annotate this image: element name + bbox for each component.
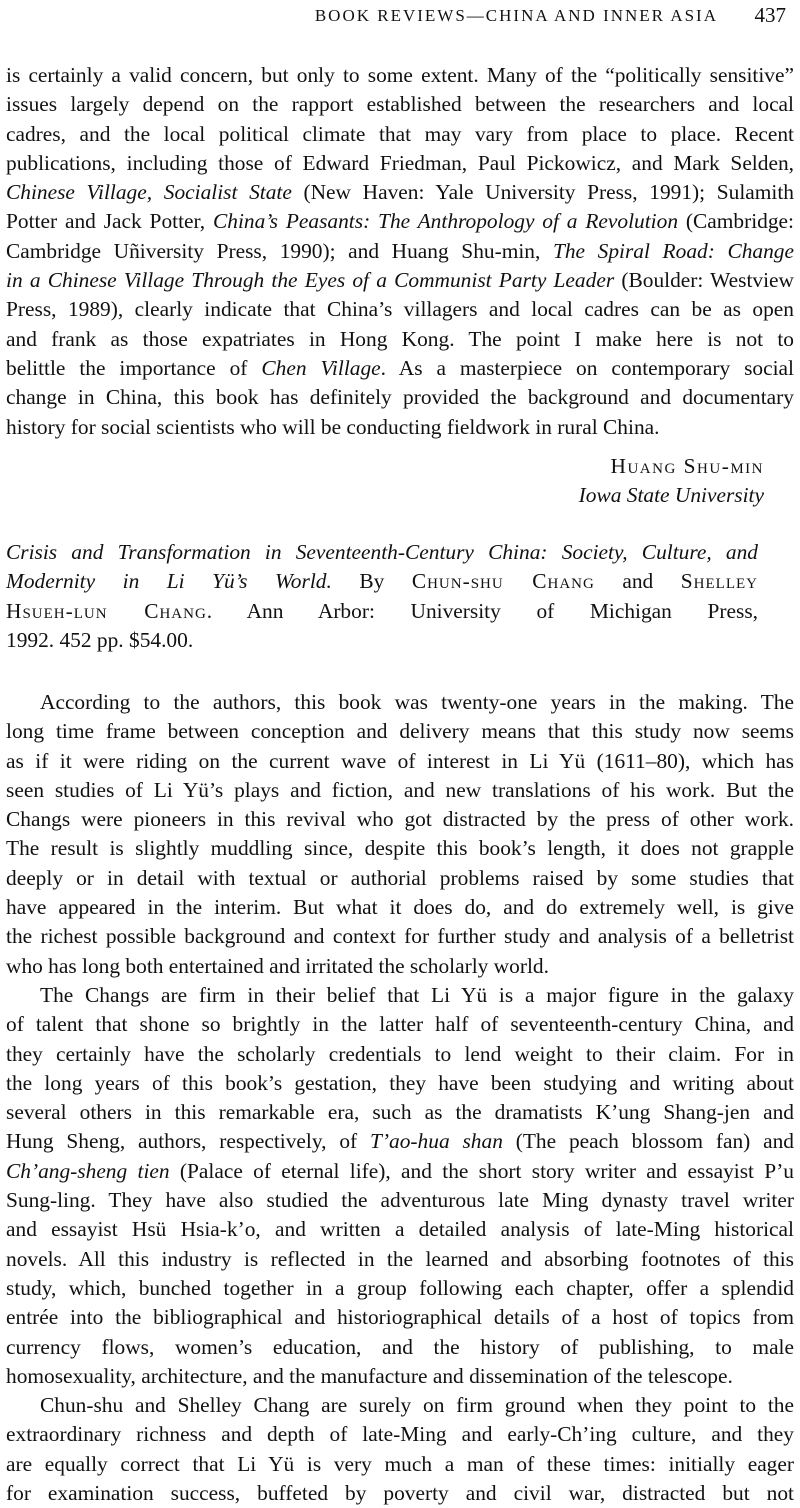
author-name: Shelley: [680, 569, 758, 594]
text-line: [6, 266, 794, 295]
text-run: is certainly a valid concern, but only to some extent. Many of the “politically sensitive”: [6, 63, 794, 87]
text-run: as if it were riding on the current wave of interest in Li Yü (1611–80), which has: [6, 748, 794, 773]
running-head: [0, 2, 792, 38]
text-line: [6, 295, 794, 324]
page-number: 437: [754, 3, 786, 27]
italic-title: Chen Village: [261, 355, 381, 380]
text-run: of talent that shone so brightly in the latter half of seventeenth-century China, and: [6, 1012, 794, 1037]
author-name: Hsueh-lun Chang: [6, 598, 207, 623]
text-run: have appeared in the interim. But what it does do, and do extremely well, is give: [6, 895, 794, 920]
text-line: [6, 237, 794, 266]
text-line: [6, 1245, 794, 1274]
text-line: [6, 1040, 794, 1069]
text-run: long time frame between conception and delivery means that this study now seems: [6, 719, 794, 744]
author-name: Chun-shu Chang: [411, 569, 595, 594]
reviewer-name: Huang Shu-min: [610, 454, 764, 478]
review2-body: [6, 688, 794, 1508]
text-line: [6, 864, 794, 893]
review2-book-citation: [6, 538, 758, 655]
text-line: [6, 981, 794, 1010]
review1-body: [6, 61, 794, 442]
italic-title: The Spiral Road: Change: [552, 238, 794, 263]
text-line: [6, 567, 758, 596]
text-line: [6, 325, 794, 354]
italic-title: Modernity in Li Yü’s World.: [6, 569, 332, 594]
text-run: . Ann Arbor: University of Michigan Press,: [206, 598, 758, 623]
text-line: [6, 149, 794, 178]
running-head-title: BOOK REVIEWS—CHINA AND INNER ASIA: [314, 6, 718, 25]
text-run: belittle the importance of: [6, 355, 262, 380]
text-line: [6, 626, 758, 655]
text-run: change in China, this book has definitely provided the background and documentary: [6, 385, 794, 410]
text-run: homosexuality, architecture, and the manufacture and dissemination of the telescope.: [6, 1363, 733, 1388]
reviewer-institution: Iowa State University: [578, 483, 764, 507]
text-line: [6, 1127, 794, 1156]
text-line: [6, 805, 794, 834]
text-line: [6, 1186, 794, 1215]
text-run: (New Haven: Yale University Press, 1991); Sulamith: [291, 180, 794, 205]
text-run: for examination success, buffeted by poverty and civil war, distracted but not: [6, 1481, 794, 1506]
text-line: [6, 597, 758, 626]
text-line: [6, 1274, 794, 1303]
text-line: [6, 354, 794, 383]
text-line: [6, 776, 794, 805]
text-run: are equally correct that Li Yü is very much a man of these times: initially eager: [6, 1451, 794, 1476]
text-line: [6, 717, 794, 746]
text-run: (Cambridge:: [678, 209, 794, 234]
italic-title: China’s Peasants: The Anthropology of a Revolution: [213, 209, 679, 234]
italic-title: Ch’ang-sheng tien: [6, 1158, 170, 1183]
text-run: the long years of this book’s gestation, they have been studying and writing about: [6, 1070, 794, 1095]
text-run: By: [331, 569, 412, 594]
text-line: [6, 207, 794, 236]
text-line: [6, 893, 794, 922]
italic-title: T’ao-hua shan: [370, 1129, 503, 1154]
text-run: publications, including those of Edward Friedman, Paul Pickowicz, and Mark Selden,: [6, 150, 794, 175]
text-run: seen studies of Li Yü’s plays and fiction, and new translations of his work. But the: [6, 777, 794, 802]
text-run: and: [594, 569, 681, 594]
text-run: (Boulder: Westview: [614, 268, 794, 293]
text-line: [6, 383, 794, 412]
text-run: currency flows, women’s education, and the history of publishing, to male: [6, 1334, 794, 1359]
text-line: [6, 1303, 794, 1332]
text-run: issues largely depend on the rapport established between the researchers and local: [6, 92, 794, 117]
text-run: Potter and Jack Potter,: [6, 209, 213, 234]
text-line: [6, 1420, 794, 1449]
text-line: [6, 952, 794, 981]
text-line: [6, 834, 794, 863]
text-line: [6, 1098, 794, 1127]
text-run: extraordinary richness and depth of late-Ming and early-Ch’ing culture, and they: [6, 1422, 794, 1447]
review1-signature: [579, 452, 764, 510]
text-run: entrée into the bibliographical and historiographical details of a host of topics from: [6, 1305, 794, 1330]
text-run: (Palace of eternal life), and the short story writer and essayist P’u: [169, 1158, 794, 1183]
text-run: Hung Sheng, authors, respectively, of: [6, 1129, 371, 1154]
text-run: novels. All this industry is reflected in the learned and absorbing footnotes of this: [6, 1246, 794, 1271]
text-line: [6, 688, 794, 717]
text-run: study, which, bunched together in a group following each chapter, offer a splendid: [6, 1275, 794, 1300]
text-run: the richest possible background and context for further study and analysis of a belletrist: [6, 924, 794, 949]
text-run: several others in this remarkable era, such as the dramatists K’ung Shang-jen and: [6, 1100, 794, 1125]
italic-title: Crisis and Transformation in Seventeenth-Century China: Society, Culture, and: [6, 540, 758, 564]
text-run: (The peach blossom fan) and: [502, 1129, 794, 1154]
text-run: and frank as those expatriates in Hong Kong. The point I make here is not to: [6, 326, 794, 351]
text-line: [6, 1010, 794, 1039]
text-run: and essayist Hsü Hsia-k’o, and written a detailed analysis of late-Ming historical: [6, 1217, 794, 1242]
text-line: [6, 538, 758, 567]
italic-title: Chinese Village, Socialist State: [6, 180, 292, 205]
text-line: [6, 747, 794, 776]
text-line: [6, 120, 794, 149]
text-run: Chun-shu and Shelley Chang are surely on firm ground when they point to the: [40, 1393, 794, 1418]
text-line: [6, 922, 794, 951]
text-run: they certainly have the scholarly credentials to lend weight to their claim. For in: [6, 1041, 794, 1066]
text-run: who has long both entertained and irritated the scholarly world.: [6, 953, 549, 978]
text-run: According to the authors, this book was twenty-one years in the making. The: [40, 690, 794, 714]
text-line: [6, 413, 794, 442]
text-line: [6, 1450, 794, 1479]
text-run: Cambridge Uñiversity Press, 1990); and Huang Shu-min,: [6, 238, 553, 263]
text-run: 1992. 452 pp. $54.00.: [6, 627, 194, 652]
text-run: history for social scientists who will be conducting fieldwork in rural China.: [6, 414, 660, 439]
text-run: cadres, and the local political climate that may vary from place to place. Recent: [6, 121, 794, 146]
text-line: [6, 1157, 794, 1186]
text-line: [6, 1333, 794, 1362]
text-run: Sung-ling. They have also studied the adventurous late Ming dynasty travel writer: [6, 1188, 794, 1213]
text-line: [6, 1391, 794, 1420]
text-line: [6, 90, 794, 119]
text-line: [6, 1362, 794, 1391]
text-line: [6, 1479, 794, 1508]
text-run: . As a masterpiece on contemporary social: [380, 355, 794, 380]
text-run: deeply or in detail with textual or authorial problems raised by some studies that: [6, 865, 794, 890]
text-line: [6, 1215, 794, 1244]
text-run: The result is slightly muddling since, despite this book’s length, it does not grapple: [6, 836, 794, 861]
text-line: [6, 61, 794, 90]
text-run: The Changs are firm in their belief that Li Yü is a major figure in the galaxy: [40, 982, 794, 1007]
text-run: Changs were pioneers in this revival who got distracted by the press of other work.: [6, 807, 794, 832]
text-run: Press, 1989), clearly indicate that China’s villagers and local cadres can be as open: [6, 297, 794, 322]
text-line: [6, 1069, 794, 1098]
text-line: [6, 178, 794, 207]
italic-title: in a Chinese Village Through the Eyes of a Communist Party Leader: [6, 268, 615, 293]
